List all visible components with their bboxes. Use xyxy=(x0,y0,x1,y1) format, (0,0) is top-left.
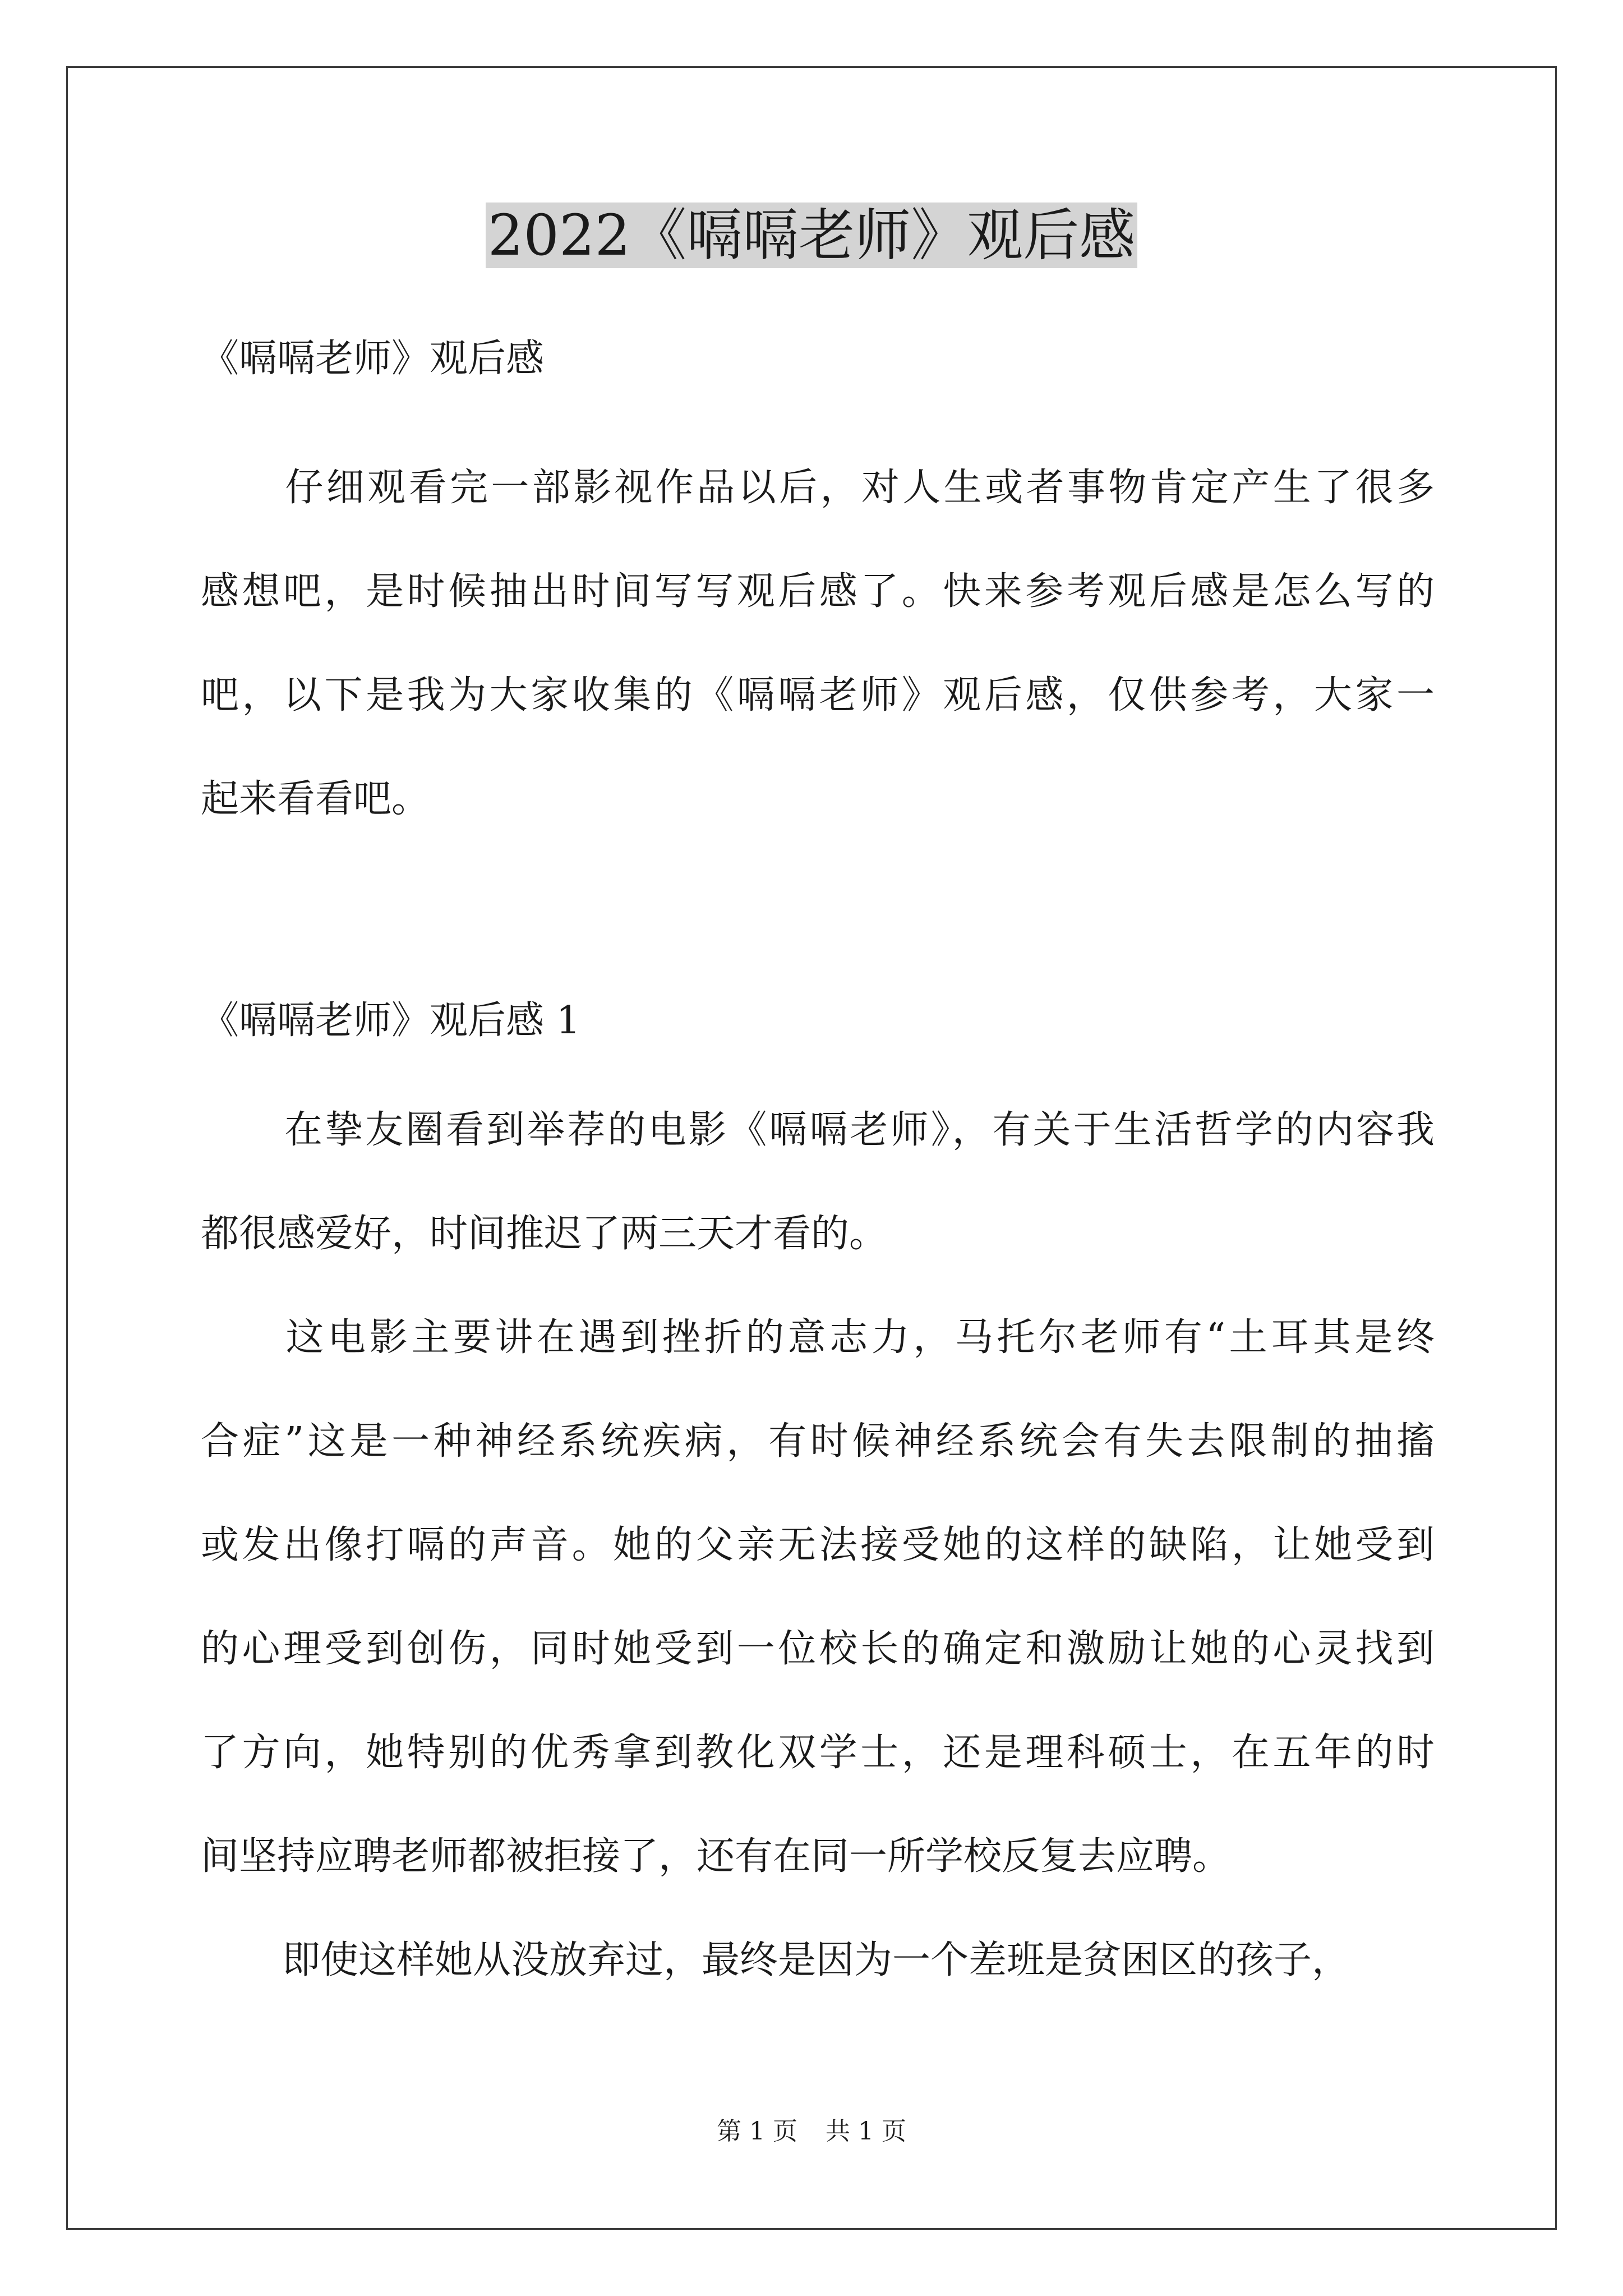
para1-line-1 xyxy=(201,1102,1435,1158)
para2-line-4: 的心理受到创伤，同时她受到一位校长的确定和激励让她的心灵找到 xyxy=(201,1627,1435,1671)
intro-line-2: 感想吧，是时候抽出时间写写观后感了。快来参考观后感是怎么写的 xyxy=(201,569,1435,614)
intro-text: 仔细观看完一部影视作品以后，对人生或者事物肯定产生了很多 xyxy=(282,466,1435,510)
para2-line-3: 或发出像打嗝的声音。她的父亲无法接受她的这样的缺陷，让她受到 xyxy=(201,1523,1435,1567)
document-title-text: 2022《嗝嗝老师》观后感 xyxy=(486,203,1138,268)
subtitle: 《嗝嗝老师》观后感 xyxy=(201,337,545,381)
intro-line-1 xyxy=(201,460,1435,516)
para2-text: 这电影主要讲在遇到挫折的意志力，马托尔老师有“土耳其是终 xyxy=(282,1315,1435,1360)
para2-line-6: 间坚持应聘老师都被拒接了，还有在同一所学校反复去应聘。 xyxy=(201,1834,1231,1879)
para1-text: 在挚友圈看到举荐的电影《嗝嗝老师》，有关于生活哲学的内容我 xyxy=(282,1108,1435,1152)
para3-text: 即使这样她从没放弃过，最终是因为一个差班是贫困区的孩子， xyxy=(282,1938,1350,1982)
para1-line-2: 都很感爱好，时间推迟了两三天才看的。 xyxy=(201,1212,888,1256)
section-heading: 《嗝嗝老师》观后感 1 xyxy=(201,999,580,1043)
intro-line-4: 起来看看吧。 xyxy=(201,777,430,821)
intro-line-3: 吧，以下是我为大家收集的《嗝嗝老师》观后感，仅供参考，大家一 xyxy=(201,673,1435,717)
page-number: 第 1 页 xyxy=(717,2117,797,2146)
page-total: 共 1 页 xyxy=(826,2117,906,2146)
para2-line-5: 了方向，她特别的优秀拿到教化双学士，还是理科硕士，在五年的时 xyxy=(201,1731,1435,1775)
document-title xyxy=(0,196,1623,275)
para2-line-1 xyxy=(201,1310,1435,1366)
para2-line-2: 合症”这是一种神经系统疾病，有时候神经系统会有失去限制的抽搐 xyxy=(201,1419,1435,1464)
page-footer xyxy=(0,2115,1623,2148)
para3-line-1 xyxy=(201,1932,1435,1989)
